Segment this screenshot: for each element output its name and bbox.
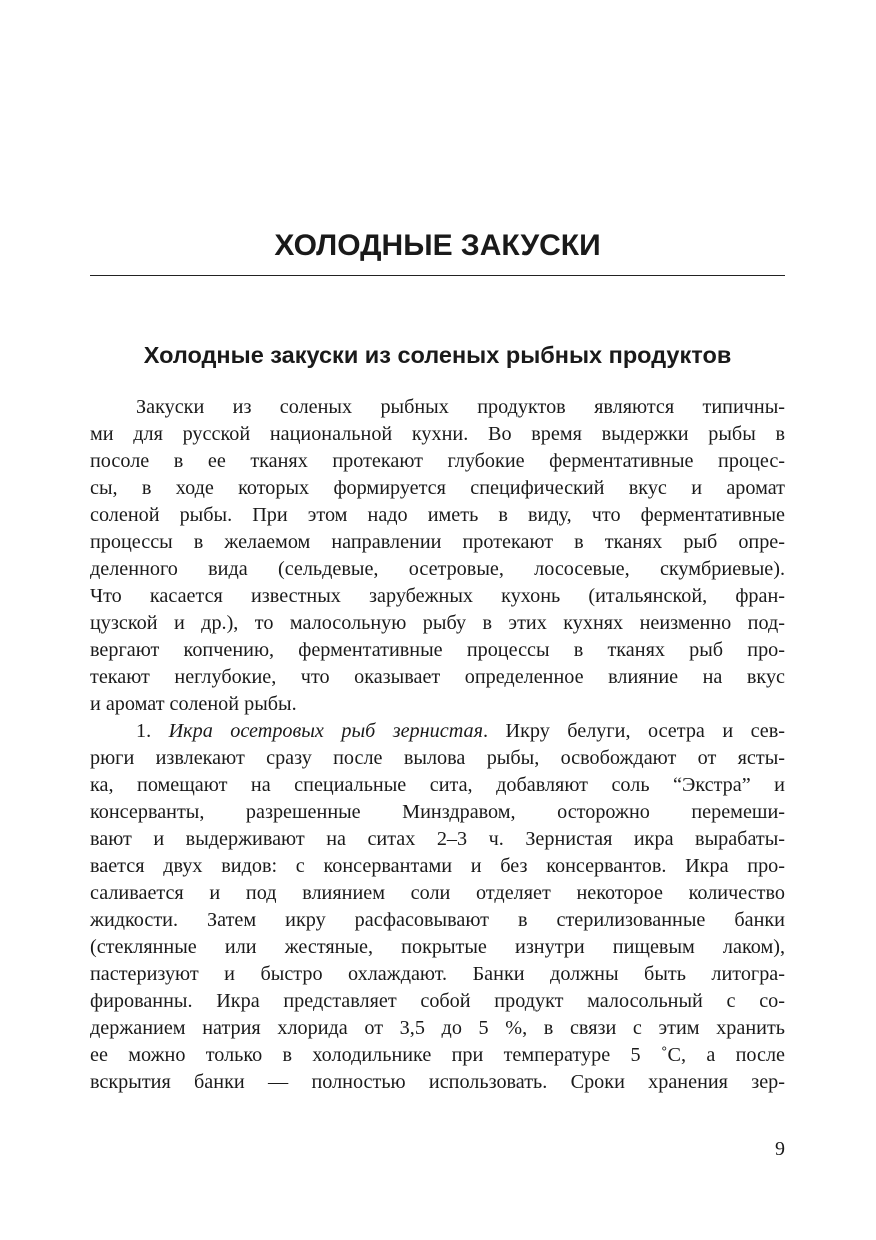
text-line: фированны. Икра представляет собой продукт малосольный с со- bbox=[90, 990, 785, 1012]
text-line: деленного вида (сельдевые, осетровые, лососевые, скумбриевые). bbox=[90, 558, 785, 580]
text-line: саливается и под влиянием соли отделяет некоторое количество bbox=[90, 882, 785, 904]
title-divider bbox=[90, 275, 785, 276]
text-line: посоле в ее тканях протекают глубокие ферментативные процес- bbox=[90, 450, 785, 472]
text-line: (стеклянные или жестяные, покрытые изнутри пищевым лаком), bbox=[90, 936, 785, 958]
recipe-number: 1. bbox=[136, 720, 152, 742]
text-line: цузской и др.), то малосольную рыбу в этих кухнях неизменно под- bbox=[90, 612, 785, 634]
text-line: ми для русской национальной кухни. Во время выдержки рыбы в bbox=[90, 423, 785, 445]
body-text bbox=[90, 394, 785, 1096]
section-title: Холодные закуски из соленых рыбных продуктов bbox=[143, 342, 732, 368]
text-line: вергают копчению, ферментативные процессы в тканях рыб про- bbox=[90, 639, 785, 661]
chapter-title: ХОЛОДНЫЕ ЗАКУСКИ bbox=[274, 229, 601, 262]
text-line: рюги извлекают сразу после вылова рыбы, освобождают от ясты- bbox=[90, 747, 785, 769]
text-line: держанием натрия хлорида от 3,5 до 5 %, в связи с этим хранить bbox=[90, 1017, 785, 1039]
text-line: и аромат соленой рыбы. bbox=[90, 693, 297, 715]
recipe-first-line-text: . Икру белуги, осетра и сев- bbox=[483, 720, 785, 742]
text-line: вается двух видов: с консервантами и без консервантов. Икра про- bbox=[90, 855, 785, 877]
recipe-first-line bbox=[90, 718, 785, 745]
recipe-title: Икра осетровых рыб зернистая bbox=[168, 720, 484, 742]
text-line: пастеризуют и быстро охлаждают. Банки должны быть литогра- bbox=[90, 963, 785, 985]
text-line: Что касается известных зарубежных кухонь (итальянской, фран- bbox=[90, 585, 785, 607]
text-line: ее можно только в холодильнике при температуре 5 ˚С, а после bbox=[90, 1044, 785, 1066]
text-line: жидкости. Затем икру расфасовывают в стерилизованные банки bbox=[90, 909, 785, 931]
text-line: ка, помещают на специальные сита, добавляют соль “Экстра” и bbox=[90, 774, 785, 796]
text-line: консерванты, разрешенные Минздравом, осторожно перемеши- bbox=[90, 801, 785, 823]
text-line: вскрытия банки — полностью использовать. Сроки хранения зер- bbox=[90, 1071, 785, 1093]
page-number: 9 bbox=[775, 1138, 785, 1160]
text-line: вают и выдерживают на ситах 2–3 ч. Зернистая икра вырабаты- bbox=[90, 828, 785, 850]
text-line: соленой рыбы. При этом надо иметь в виду, что ферментативные bbox=[90, 504, 785, 526]
text-line: текают неглубокие, что оказывает определенное влияние на вкус bbox=[90, 666, 785, 688]
text-line: сы, в ходе которых формируется специфический вкус и аромат bbox=[90, 477, 785, 499]
text-line: процессы в желаемом направлении протекают в тканях рыб опре- bbox=[90, 531, 785, 553]
text-line: Закуски из соленых рыбных продуктов являются типичны- bbox=[136, 396, 785, 418]
